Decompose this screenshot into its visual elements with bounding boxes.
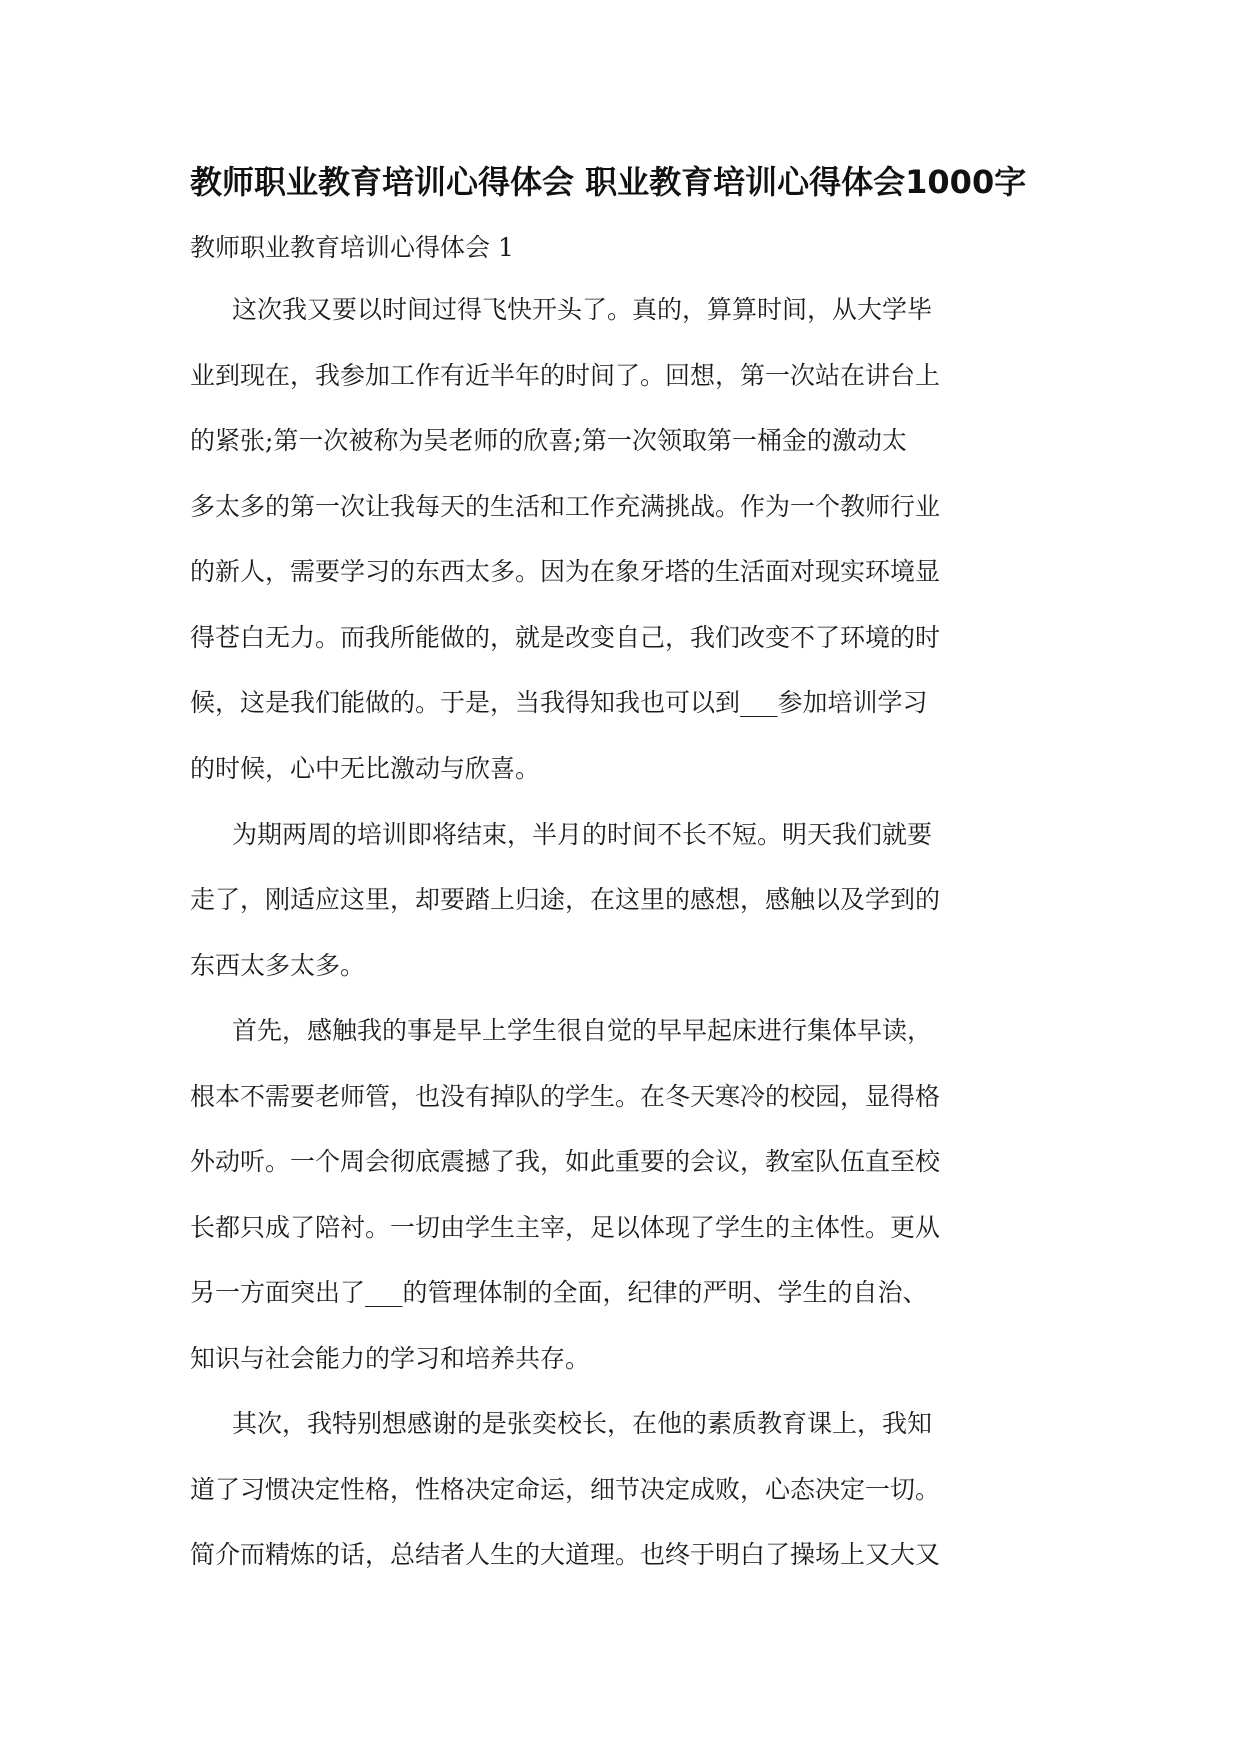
paragraph-2-line-2: 走了，刚适应这里，却要踏上归途，在这里的感想，感触以及学到的 (190, 885, 941, 914)
document-subtitle: 教师职业教育培训心得体会 1 (190, 233, 514, 262)
paragraph-2-line-3: 东西太多太多。 (190, 951, 366, 980)
document-title: 教师职业教育培训心得体会 职业教育培训心得体会1000字 (190, 163, 1027, 201)
paragraph-1-line-1: 这次我又要以时间过得飞快开头了。真的，算算时间，从大学毕 (232, 295, 933, 324)
paragraph-1-line-8: 的时候，心中无比激动与欣喜。 (190, 754, 541, 783)
paragraph-1-line-3: 的紧张;第一次被称为吴老师的欣喜;第一次领取第一桶金的激动太 (190, 426, 907, 455)
paragraph-2-line-1: 为期两周的培训即将结束，半月的时间不长不短。明天我们就要 (232, 820, 933, 849)
paragraph-1-line-7: 候，这是我们能做的。于是，当我得知我也可以到___参加培训学习 (190, 688, 928, 717)
paragraph-4-line-2: 道了习惯决定性格，性格决定命运，细节决定成败，心态决定一切。 (190, 1475, 941, 1504)
paragraph-3-line-4: 长都只成了陪衬。一切由学生主宰，足以体现了学生的主体性。更从 (190, 1213, 941, 1242)
paragraph-1-line-5: 的新人，需要学习的东西太多。因为在象牙塔的生活面对现实环境显 (190, 557, 941, 586)
paragraph-3-line-2: 根本不需要老师管，也没有掉队的学生。在冬天寒冷的校园，显得格 (190, 1082, 941, 1111)
paragraph-3-line-1: 首先，感触我的事是早上学生很自觉的早早起床进行集体早读， (232, 1016, 933, 1045)
paragraph-1-line-4: 多太多的第一次让我每天的生活和工作充满挑战。作为一个教师行业 (190, 492, 941, 521)
paragraph-3-line-3: 外动听。一个周会彻底震撼了我，如此重要的会议，教室队伍直至校 (190, 1147, 941, 1176)
paragraph-4-line-1: 其次，我特别想感谢的是张奕校长，在他的素质教育课上，我知 (232, 1409, 933, 1438)
paragraph-1-line-2: 业到现在，我参加工作有近半年的时间了。回想，第一次站在讲台上 (190, 361, 941, 390)
paragraph-3-line-5: 另一方面突出了___的管理体制的全面，纪律的严明、学生的自治、 (190, 1278, 928, 1307)
paragraph-1-line-6: 得苍白无力。而我所能做的，就是改变自己，我们改变不了环境的时 (190, 623, 941, 652)
paragraph-4-line-3: 简介而精炼的话，总结者人生的大道理。也终于明白了操场上又大又 (190, 1540, 941, 1569)
paragraph-3-line-6: 知识与社会能力的学习和培养共存。 (190, 1344, 591, 1373)
